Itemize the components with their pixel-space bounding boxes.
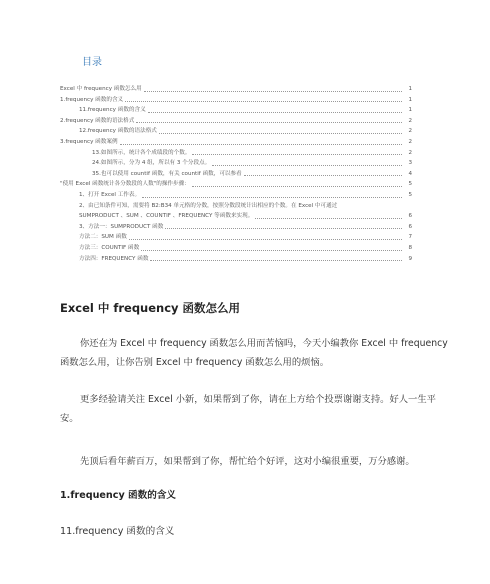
thanks-paragraph: 先顶后看年薪百万，如果帮到了你，帮忙给个好评，这对小编很重要，万分感谢。 (80, 456, 415, 467)
toc-page-number: 2 (408, 117, 412, 124)
intro-paragraph: 你还在为 Excel 中 frequency 函数怎么用而苦恼吗，今天小编教你 Excel 中 frequency 函数怎么用，让你告别 Excel 中 frequency 函数怎么用的烦恼。 (60, 338, 448, 368)
toc-entry-text: 35.也可以使用 countif 函数，有关 countif 函数，可以参看 (92, 170, 242, 177)
toc-page-number: 6 (408, 213, 412, 220)
toc-entry-text: 1、打开 Excel 工作表。 (79, 191, 141, 198)
toc-leader-dots (255, 218, 402, 219)
toc-leader-dots (192, 186, 402, 187)
toc-leader-dots (150, 260, 402, 261)
table-of-contents (60, 84, 412, 264)
toc-page-number: 3 (408, 160, 412, 167)
toc-entry[interactable] (60, 158, 412, 169)
toc-entry[interactable] (60, 190, 412, 201)
toc-entry-text: 2.frequency 函数的语法格式 (60, 117, 135, 124)
toc-title: 目录 (82, 57, 102, 68)
toc-entry[interactable] (60, 126, 412, 137)
toc-leader-dots (212, 165, 402, 166)
toc-page-number: 9 (408, 255, 412, 262)
toc-entry[interactable] (60, 84, 412, 95)
subsection-heading: 11.frequency 函数的含义 (60, 526, 175, 537)
toc-page-number: 4 (408, 170, 412, 177)
toc-page-number: 7 (408, 234, 412, 241)
toc-entry-text: 13.如图所示，统计各个成绩段的个数。 (92, 149, 191, 156)
toc-leader-dots (144, 91, 402, 92)
toc-entry[interactable] (60, 201, 412, 222)
toc-entry[interactable] (60, 254, 412, 265)
toc-page-number: 5 (408, 181, 412, 188)
toc-entry[interactable] (60, 116, 412, 127)
toc-entry-text: 12.frequency 函数的语法格式 (79, 128, 157, 135)
toc-entry-text: 1.frequency 函数的含义 (60, 96, 124, 103)
toc-leader-dots (142, 197, 402, 198)
toc-page-number: 1 (408, 107, 412, 114)
toc-entry[interactable] (60, 179, 412, 190)
toc-entry[interactable] (60, 222, 412, 233)
toc-entry[interactable] (60, 232, 412, 243)
section-heading: 1.frequency 函数的含义 (60, 490, 177, 501)
toc-entry-text: 3.frequency 函数案例 (60, 138, 118, 145)
toc-entry[interactable] (60, 243, 412, 254)
toc-entry-text: SUMPRODUCT 、SUM 、COUNTIF 、FREQUENCY 等函数来实现。 (79, 213, 254, 220)
toc-leader-dots (165, 228, 402, 229)
toc-page-number: 1 (408, 86, 412, 92)
toc-leader-dots (148, 112, 402, 113)
toc-entry-text: 方法二：SUM 函数 (79, 234, 127, 241)
toc-entry-text: 方法四：FREQUENCY 函数 (79, 255, 149, 262)
toc-entry-text: 方法三：COUNTIF 函数 (79, 244, 140, 251)
toc-leader-dots (141, 250, 402, 251)
toc-entry-text: 3、方法一：SUMPRODUCT 函数 (79, 223, 164, 230)
toc-page-number: 5 (408, 191, 412, 198)
toc-entry[interactable] (60, 137, 412, 148)
article-title: Excel 中 frequency 函数怎么用 (60, 301, 241, 315)
toc-page-number: 6 (408, 223, 412, 230)
toc-page-number: 1 (408, 96, 412, 103)
toc-entry-text: 11.frequency 函数的含义 (79, 107, 146, 114)
toc-leader-dots (192, 154, 402, 155)
toc-page-number: 2 (408, 138, 412, 145)
toc-page-number: 8 (408, 244, 412, 251)
toc-leader-dots (125, 101, 402, 102)
toc-page-number: 2 (408, 128, 412, 135)
toc-page-number: 2 (408, 149, 412, 156)
toc-leader-dots (120, 144, 402, 145)
toc-entry-text: Excel 中 frequency 函数怎么用 (60, 86, 142, 92)
toc-leader-dots (244, 175, 402, 176)
toc-entry-text: "使用 Excel 函数统计各分数段的人数"的操作步骤： (60, 181, 190, 188)
toc-entry-text: 2、由已知条件可知，需要将 B2:B34 单元格的分数，按照分数段统计出相应的个数。在 Excel 中可通过 (79, 202, 338, 209)
toc-entry[interactable] (60, 148, 412, 159)
toc-leader-dots (129, 239, 402, 240)
toc-entry[interactable] (60, 105, 412, 116)
toc-entry[interactable] (60, 95, 412, 106)
toc-leader-dots (159, 133, 402, 134)
toc-entry-text: 24.如图所示，分为 4 组，所以有 3 个分段点。 (92, 160, 211, 167)
follow-paragraph: 更多经验请关注 Excel 小新，如果帮到了你，请在上方给个投票谢谢支持。好人一生平安。 (60, 394, 436, 424)
toc-leader-dots (136, 122, 402, 123)
toc-entry[interactable] (60, 169, 412, 180)
